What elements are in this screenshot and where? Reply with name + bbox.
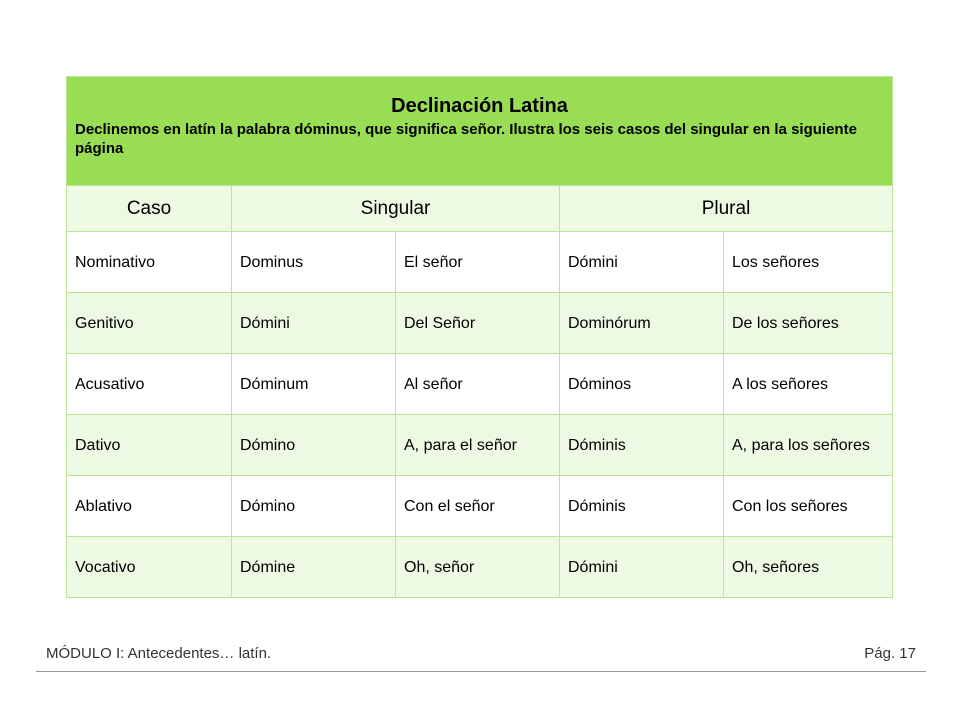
cell-singular-latin: Dómino — [232, 415, 396, 476]
cell-plural-latin: Dóminos — [560, 354, 724, 415]
cell-plural-spanish: De los señores — [724, 293, 893, 354]
cell-plural-latin: Dóminis — [560, 476, 724, 537]
cell-singular-latin: Dominus — [232, 232, 396, 293]
cell-plural-latin: Dómini — [560, 537, 724, 598]
cell-plural-spanish: A los señores — [724, 354, 893, 415]
cell-singular-latin: Dómini — [232, 293, 396, 354]
cell-plural-spanish: Con los señores — [724, 476, 893, 537]
table-row — [67, 232, 893, 293]
table-header — [67, 77, 893, 186]
table-description: Declinemos en latín la palabra dóminus, que significa señor. Ilustra los seis casos del singular en la siguiente página — [75, 121, 857, 157]
cell-singular-spanish: Oh, señor — [396, 537, 560, 598]
cell-singular-spanish: Al señor — [396, 354, 560, 415]
footer-divider — [36, 671, 926, 672]
declension-table-container — [66, 76, 892, 598]
column-header-plural: Plural — [560, 186, 893, 232]
cell-case: Genitivo — [67, 293, 232, 354]
cell-singular-latin: Dóminum — [232, 354, 396, 415]
table-row — [67, 354, 893, 415]
cell-plural-latin: Dóminis — [560, 415, 724, 476]
column-header-singular: Singular — [232, 186, 560, 232]
cell-case: Ablativo — [67, 476, 232, 537]
table-row — [67, 476, 893, 537]
table-row — [67, 293, 893, 354]
cell-singular-spanish: El señor — [396, 232, 560, 293]
declension-table — [66, 76, 893, 598]
cell-case: Nominativo — [67, 232, 232, 293]
cell-singular-spanish: Del Señor — [396, 293, 560, 354]
cell-singular-latin: Dómino — [232, 476, 396, 537]
cell-plural-spanish: A, para los señores — [724, 415, 893, 476]
footer-module-label: MÓDULO I: Antecedentes… latín. — [46, 645, 272, 662]
column-header-row — [67, 186, 893, 232]
cell-case: Vocativo — [67, 537, 232, 598]
cell-singular-latin: Dómine — [232, 537, 396, 598]
cell-case: Acusativo — [67, 354, 232, 415]
column-header-caso: Caso — [67, 186, 232, 232]
cell-plural-latin: Dómini — [560, 232, 724, 293]
table-header-row — [67, 77, 893, 186]
table-title: Declinación Latina — [391, 95, 568, 117]
table-row — [67, 537, 893, 598]
cell-case: Dativo — [67, 415, 232, 476]
cell-plural-spanish: Oh, señores — [724, 537, 893, 598]
table-body — [67, 232, 893, 598]
cell-singular-spanish: Con el señor — [396, 476, 560, 537]
table-row — [67, 415, 893, 476]
footer-page-number: Pág. 17 — [864, 645, 916, 662]
cell-plural-latin: Dominórum — [560, 293, 724, 354]
cell-plural-spanish: Los señores — [724, 232, 893, 293]
cell-singular-spanish: A, para el señor — [396, 415, 560, 476]
